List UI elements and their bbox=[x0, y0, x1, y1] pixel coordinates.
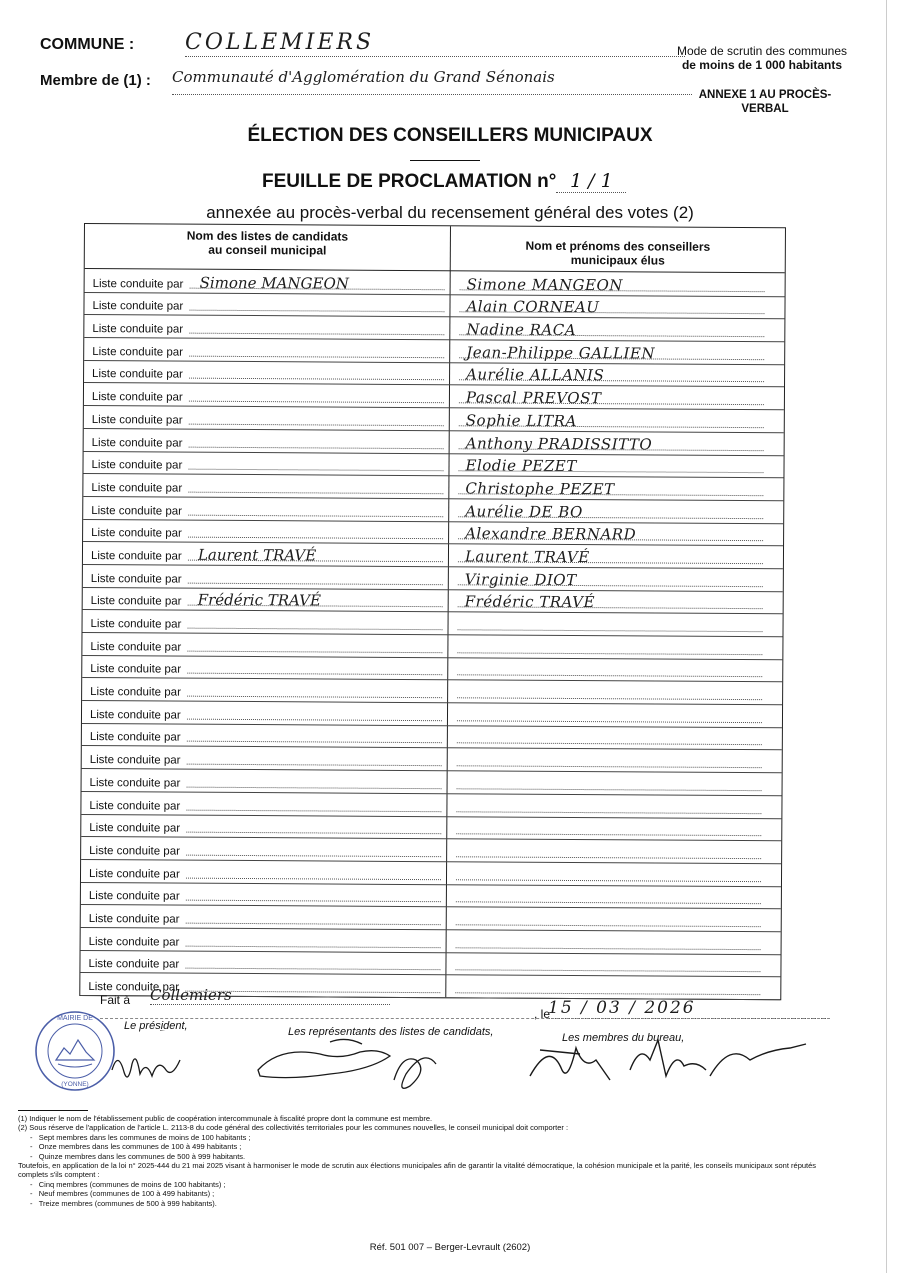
row-leader-dots bbox=[186, 877, 441, 880]
elected-councillor-name: Laurent TRAVÉ bbox=[464, 547, 590, 567]
elected-councillor-name: Alexandre BERNARD bbox=[465, 524, 637, 544]
row-label: Liste conduite par bbox=[89, 708, 181, 722]
row-elected-dots bbox=[456, 947, 761, 950]
form-reference: Réf. 501 007 – Berger-Levrault (2602) bbox=[369, 1242, 531, 1253]
row-leader-dots bbox=[188, 582, 443, 585]
row-label: Liste conduite par bbox=[92, 345, 184, 359]
feuille-label: FEUILLE DE PROCLAMATION n° bbox=[262, 171, 557, 192]
elected-councillor-name: Nadine RACA bbox=[466, 320, 577, 340]
row-elected-dots bbox=[457, 743, 762, 746]
feuille-number: 1 / 1 bbox=[556, 170, 626, 193]
row-label: Liste conduite par bbox=[89, 844, 180, 858]
row-leader-dots bbox=[188, 514, 443, 517]
row-label: Liste conduite par bbox=[92, 300, 184, 313]
row-elected-dots bbox=[455, 992, 760, 995]
elected-councillor-name: Anthony PRADISSITTO bbox=[465, 433, 653, 453]
list-leader-name: Frédéric TRAVÉ bbox=[197, 591, 322, 610]
row-leader-dots bbox=[186, 900, 441, 903]
date-label: , le bbox=[534, 1007, 551, 1021]
row-leader-dots bbox=[188, 469, 443, 472]
row-label: Liste conduite par bbox=[90, 686, 181, 699]
row-elected-dots bbox=[456, 902, 761, 905]
footnote-2-item: - Onze membres dans les communes de 100 à 499 habitants ; bbox=[30, 1142, 242, 1152]
row-leader-dots bbox=[186, 945, 441, 948]
footnote-2-item: - Treize membres (communes de 500 à 999 habitants). bbox=[30, 1198, 217, 1208]
row-label: Liste conduite par bbox=[91, 459, 183, 472]
row-label: Liste conduite par bbox=[90, 595, 182, 608]
fait-place: Collemiers bbox=[150, 986, 390, 1005]
column-header-lists bbox=[85, 228, 450, 258]
row-elected-dots bbox=[455, 970, 760, 973]
row-label: Liste conduite par bbox=[88, 935, 180, 949]
elected-councillor-name: Alain CORNEAU bbox=[466, 297, 600, 317]
president-signature bbox=[112, 1030, 210, 1077]
elected-councillor-name: Jean-Philippe GALLIEN bbox=[466, 343, 656, 363]
row-leader-dots bbox=[189, 401, 444, 404]
row-leader-dots bbox=[187, 718, 442, 721]
row-leader-dots bbox=[186, 855, 441, 858]
svg-text:MAIRIE DE: MAIRIE DE bbox=[57, 1015, 93, 1022]
footnote-2-item: - Sept membres dans les communes de moins de 100 habitants ; bbox=[30, 1132, 251, 1142]
row-leader-dots bbox=[187, 764, 442, 767]
row-leader-dots bbox=[188, 492, 443, 495]
annexe-label: ANNEXE 1 AU PROCÈS-VERBAL bbox=[698, 89, 832, 115]
document-subtitle: annexée au procès-verbal du recensement général des votes (2) bbox=[206, 203, 694, 222]
representant-signature-2 bbox=[394, 1058, 436, 1088]
svg-text:(YONNE): (YONNE) bbox=[61, 1081, 89, 1088]
row-elected-dots bbox=[456, 879, 761, 882]
row-label: Liste conduite par bbox=[91, 481, 183, 495]
row-leader-dots bbox=[187, 650, 442, 653]
row-leader-dots bbox=[187, 696, 442, 699]
row-leader-dots bbox=[188, 628, 443, 631]
epci-name: Communauté d'Agglomération du Grand Sénonais bbox=[172, 68, 692, 95]
row-leader-dots bbox=[186, 832, 441, 835]
elected-councillor-name: Sophie LITRA bbox=[465, 411, 577, 430]
elected-councillor-name: Simone MANGEON bbox=[466, 275, 623, 294]
elected-councillor-name: Pascal PREVOST bbox=[465, 388, 602, 408]
row-leader-dots bbox=[186, 809, 441, 812]
row-label: Liste conduite par bbox=[91, 391, 183, 404]
commune-name: COLLEMIERS bbox=[185, 30, 685, 57]
column-header-lists-line2: au conseil municipal bbox=[208, 242, 327, 258]
column-header-elected-line1: Nom et prénoms des conseillers bbox=[525, 238, 711, 254]
row-leader-dots bbox=[188, 537, 443, 540]
elected-councillor-name: Frédéric TRAVÉ bbox=[464, 592, 595, 612]
scrutin-mode-line2: de moins de 1 000 habitants bbox=[681, 58, 843, 72]
row-label: Liste conduite par bbox=[90, 640, 182, 654]
footnote-2-item: - Neuf membres (communes de 100 à 499 habitants) ; bbox=[30, 1189, 215, 1199]
column-header-elected bbox=[451, 238, 785, 268]
row-label: Liste conduite par bbox=[88, 890, 180, 903]
row-label: Liste conduite par bbox=[91, 436, 183, 450]
footnotes bbox=[18, 1114, 838, 1208]
row-label: Liste conduite par bbox=[91, 527, 182, 540]
row-label: Liste conduite par bbox=[92, 323, 184, 336]
row-elected-dots bbox=[457, 697, 762, 700]
mairie-seal-stamp bbox=[34, 1010, 116, 1092]
row-elected-dots bbox=[457, 720, 762, 723]
row-label: Liste conduite par bbox=[88, 958, 180, 971]
row-label: Liste conduite par bbox=[91, 413, 183, 427]
row-elected-dots bbox=[456, 856, 761, 859]
elected-councillor-name: Aurélie ALLANIS bbox=[466, 365, 605, 385]
notes-divider bbox=[18, 1110, 88, 1111]
bureau-signatures bbox=[530, 1040, 806, 1080]
column-header-elected-line2: municipaux élus bbox=[570, 252, 665, 268]
elected-councillor-name: Aurélie DE BO bbox=[465, 501, 583, 521]
signatures bbox=[110, 1030, 810, 1100]
representants-label: Les représentants des listes de candidats, bbox=[288, 1026, 494, 1038]
row-label: Liste conduite par bbox=[89, 731, 181, 745]
document-title: ÉLECTION DES CONSEILLERS MUNICIPAUX bbox=[247, 125, 653, 146]
signature-date: 15 / 03 / 2026 bbox=[548, 998, 828, 1019]
column-header-lists-line1: Nom des listes de candidats bbox=[186, 228, 349, 244]
row-leader-dots bbox=[187, 673, 442, 676]
row-elected-dots bbox=[458, 629, 763, 632]
row-label: Liste conduite par bbox=[90, 572, 182, 586]
row-elected-dots bbox=[456, 833, 761, 836]
row-leader-dots bbox=[185, 968, 440, 971]
list-leader-name: Simone MANGEON bbox=[199, 273, 350, 293]
footnote-2-toutefois: Toutefois, en application de la loi n° 2025-444 du 21 mai 2025 visant à harmoniser le mode de scrutin aux élections municipales afin de garantir la vitalité démocratique, la cohésion municipale et la parité, les conseils municipaux sont réputés complets s'ils comptent : bbox=[18, 1161, 817, 1180]
fait-label: Fait à bbox=[100, 993, 131, 1007]
row-label: Liste conduite par bbox=[90, 618, 182, 631]
footnote-2-item: - Quinze membres dans les communes de 500 à 999 habitants. bbox=[30, 1151, 246, 1161]
row-leader-dots bbox=[187, 741, 442, 744]
footnote-2-item: - Cinq membres (communes de moins de 100 habitants) ; bbox=[30, 1179, 226, 1189]
row-label: Liste conduite par bbox=[89, 822, 181, 835]
row-leader-dots bbox=[187, 786, 442, 789]
list-leader-name: Laurent TRAVÉ bbox=[197, 545, 317, 565]
elected-councillor-name: Elodie PEZET bbox=[465, 456, 577, 476]
row-label: Liste conduite par bbox=[88, 981, 180, 994]
row-label: Liste conduite par bbox=[88, 867, 180, 881]
row-elected-dots bbox=[457, 675, 762, 678]
scan-edge bbox=[886, 0, 887, 1273]
row-leader-dots bbox=[189, 423, 444, 426]
row-label: Liste conduite par bbox=[92, 277, 184, 291]
row-leader-dots bbox=[189, 446, 444, 449]
row-elected-dots bbox=[457, 765, 762, 768]
row-label: Liste conduite par bbox=[91, 504, 183, 518]
president-label: Le président, bbox=[124, 1020, 188, 1032]
feuille-heading bbox=[262, 170, 626, 193]
row-leader-dots bbox=[189, 310, 444, 313]
signature-dashed-line bbox=[100, 1018, 830, 1019]
elected-councillor-name: Christophe PEZET bbox=[465, 479, 615, 499]
row-label: Liste conduite par bbox=[89, 754, 181, 767]
row-leader-dots bbox=[189, 355, 444, 358]
row-leader-dots bbox=[189, 378, 444, 381]
row-elected-dots bbox=[456, 811, 761, 814]
representant-signature-1 bbox=[258, 1039, 390, 1077]
row-elected-dots bbox=[456, 924, 761, 927]
title-divider bbox=[410, 160, 480, 161]
row-label: Liste conduite par bbox=[89, 776, 181, 790]
row-leader-dots bbox=[189, 333, 444, 336]
row-elected-dots bbox=[457, 652, 762, 655]
commune-label: COMMUNE : bbox=[40, 36, 135, 53]
row-elected-dots bbox=[457, 788, 762, 791]
row-leader-dots bbox=[186, 923, 441, 926]
row-label: Liste conduite par bbox=[90, 549, 182, 563]
footnote-2: (2) Sous réserve de l'application de l'article L. 2113-8 du code général des collectivités territoriales pour les communes nouvelles, le conseil municipal doit comporter : bbox=[18, 1123, 569, 1133]
row-label: Liste conduite par bbox=[90, 663, 182, 676]
membre-label: Membre de (1) : bbox=[40, 72, 151, 89]
proclamation-table bbox=[79, 223, 786, 1000]
scrutin-mode-line1: Mode de scrutin des communes bbox=[676, 44, 848, 58]
bureau-label: Les membres du bureau, bbox=[562, 1032, 685, 1044]
row-label: Liste conduite par bbox=[92, 368, 183, 382]
footnote-1: (1) Indiquer le nom de l'établissement public de coopération intercommunale à fiscalité propre dont la commune est membre. bbox=[18, 1114, 433, 1123]
scrutin-mode bbox=[664, 44, 860, 72]
row-label: Liste conduite par bbox=[89, 799, 181, 813]
elected-councillor-name: Virginie DIOT bbox=[464, 569, 577, 589]
row-label: Liste conduite par bbox=[88, 912, 180, 926]
